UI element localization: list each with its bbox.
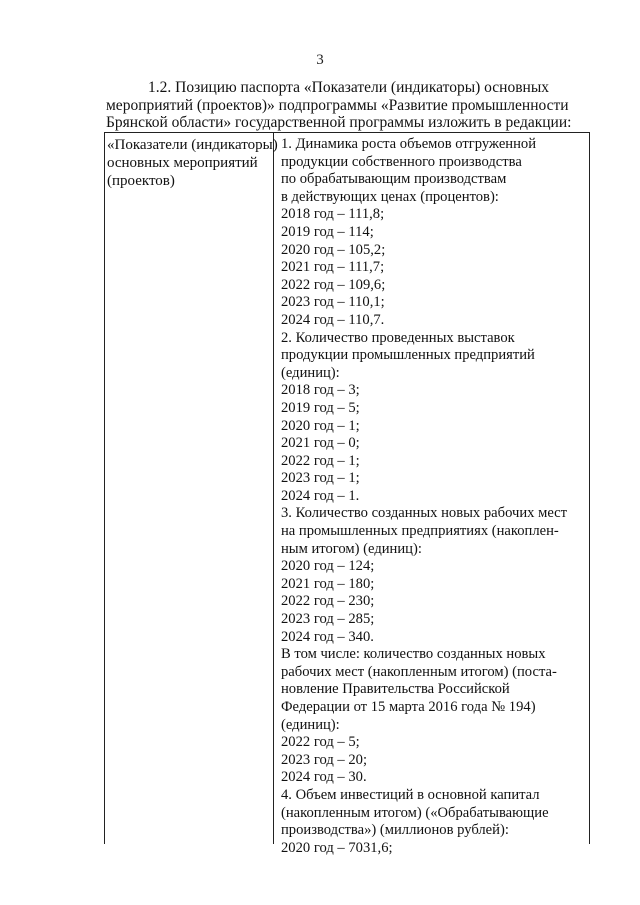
indicator-line: 2023 год – 20; — [281, 751, 368, 768]
passport-table — [104, 132, 590, 856]
indicator-line: 2024 год – 1. — [281, 487, 360, 504]
indicator-line: 2022 год – 5; — [281, 734, 360, 751]
indicator-line: (накопленным итогом) («Обрабатывающие — [281, 804, 549, 821]
indicator-line: производства») (миллионов рублей): — [281, 822, 509, 839]
indicator-line: 4. Объем инвестиций в основной капитал — [281, 786, 540, 803]
indicator-line: 2018 год – 3; — [281, 382, 360, 399]
intro-line: Брянской области» государственной программы изложить в редакции: — [106, 114, 572, 131]
indicator-line: в действующих ценах (процентов): — [281, 188, 499, 205]
label-line: «Показатели (индикаторы) — [107, 137, 278, 153]
indicator-line: на промышленных предприятиях (накоплен- — [281, 523, 559, 540]
indicator-line: В том числе: количество созданных новых — [281, 646, 546, 663]
intro-line: 1.2. Позицию паспорта «Показатели (индикаторы) основных — [148, 79, 549, 96]
intro-line: мероприятий (проектов)» подпрограммы «Развитие промышленности — [106, 96, 569, 114]
indicator-line: Федерации от 15 марта 2016 года № 194) — [281, 699, 536, 715]
indicator-line: 2024 год – 340. — [281, 628, 374, 645]
indicator-line: 2022 год – 109,6; — [281, 276, 386, 293]
indicator-line: 2024 год – 110,7. — [281, 311, 385, 328]
indicator-line: 2020 год – 7031,6; — [281, 839, 393, 856]
label-line: основных мероприятий — [107, 155, 258, 171]
indicator-line: 2020 год – 1; — [281, 417, 360, 434]
indicator-line: 2019 год – 114; — [281, 223, 374, 240]
label-line: (проектов) — [107, 173, 175, 189]
indicator-line: продукции собственного производства — [281, 153, 522, 170]
indicator-line: 2023 год – 1; — [281, 470, 360, 487]
indicator-line: 2024 год – 30. — [281, 769, 367, 786]
indicator-line: 2021 год – 180; — [281, 575, 375, 592]
indicator-line: 1. Динамика роста объемов отгруженной — [281, 136, 537, 152]
indicator-line: (единиц): — [281, 364, 340, 381]
indicator-line: по обрабатывающим производствам — [281, 171, 507, 188]
indicator-line: 2021 год – 111,7; — [281, 259, 385, 276]
indicator-values-cell — [281, 133, 587, 857]
indicator-line: 2020 год – 124; — [281, 558, 375, 575]
indicator-line: 2022 год – 230; — [281, 593, 375, 610]
indicator-line: (единиц): — [281, 716, 340, 733]
page-number: 3 — [316, 52, 324, 68]
indicator-line: 2022 год – 1; — [281, 452, 360, 469]
indicator-line: новление Правительства Российской — [281, 681, 510, 698]
indicator-line: продукции промышленных предприятий — [281, 347, 535, 364]
indicator-line: 2019 год – 5; — [281, 399, 360, 416]
intro-paragraph — [106, 79, 588, 132]
indicator-line: ным итогом) (единиц): — [281, 540, 422, 557]
indicator-line: 2020 год – 105,2; — [281, 241, 386, 258]
indicator-line: 2023 год – 285; — [281, 611, 375, 628]
indicator-line: рабочих мест (накопленным итогом) (поста- — [281, 663, 557, 680]
indicator-line: 2021 год – 0; — [281, 435, 360, 452]
indicator-line: 2018 год – 111,8; — [281, 206, 385, 223]
indicator-label-cell — [105, 133, 278, 844]
indicator-line: 2. Количество проведенных выставок — [281, 329, 515, 346]
indicator-line: 2023 год – 110,1; — [281, 294, 385, 311]
indicator-line: 3. Количество созданных новых рабочих мест — [281, 505, 568, 522]
